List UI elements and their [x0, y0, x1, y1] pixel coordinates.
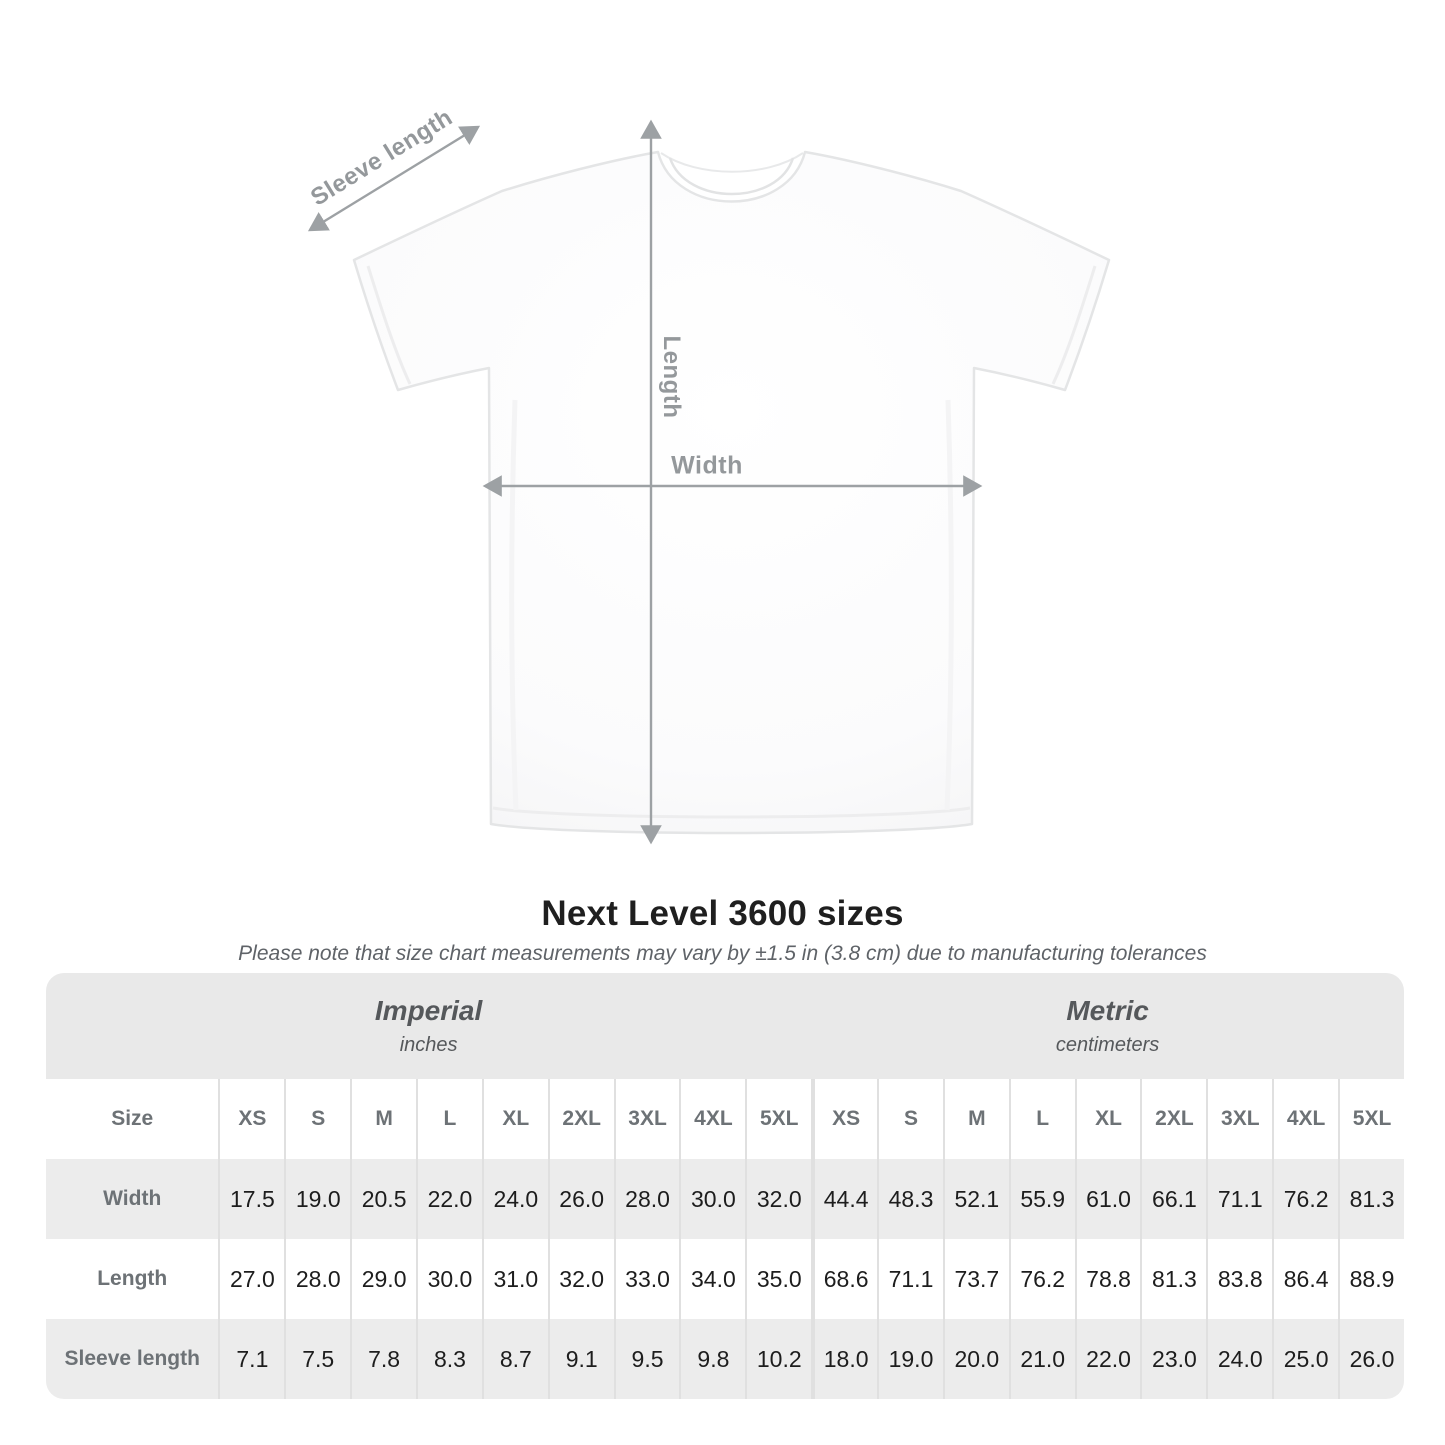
table-cell: 28.0 [614, 1159, 680, 1239]
row-label-sleeve-length: Sleeve length [46, 1319, 218, 1399]
table-cell: 34.0 [679, 1239, 745, 1319]
table-cell: 44.4 [811, 1159, 877, 1239]
table-cell: 20.0 [943, 1319, 1009, 1399]
table-cell: 21.0 [1009, 1319, 1075, 1399]
table-cell: 9.5 [614, 1319, 680, 1399]
table-cell: 68.6 [811, 1239, 877, 1319]
size-col-header: 4XL [679, 1079, 745, 1159]
table-cell: 55.9 [1009, 1159, 1075, 1239]
table-cell: 81.3 [1338, 1159, 1404, 1239]
width-label: Width [671, 451, 743, 480]
size-col-header: S [284, 1079, 350, 1159]
metric-label: Metric [1066, 995, 1149, 1026]
table-cell: 22.0 [1075, 1319, 1141, 1399]
table-cell: 8.7 [482, 1319, 548, 1399]
size-col-header: L [1009, 1079, 1075, 1159]
size-col-header: L [416, 1079, 482, 1159]
table-cell: 52.1 [943, 1159, 1009, 1239]
size-col-header: 3XL [614, 1079, 680, 1159]
table-cell: 88.9 [1338, 1239, 1404, 1319]
table-cell: 35.0 [745, 1239, 811, 1319]
size-col-header: XL [1075, 1079, 1141, 1159]
table-cell: 24.0 [1206, 1319, 1272, 1399]
width-row [46, 1159, 1404, 1239]
table-cell: 66.1 [1140, 1159, 1206, 1239]
size-col-header: 5XL [745, 1079, 811, 1159]
table-cell: 71.1 [877, 1239, 943, 1319]
imperial-label: Imperial [374, 995, 483, 1026]
size-col-header: 5XL [1338, 1079, 1404, 1159]
length-row [46, 1239, 1404, 1319]
row-label-length: Length [46, 1239, 218, 1319]
size-table [46, 973, 1404, 1399]
size-col-header: M [350, 1079, 416, 1159]
table-cell: 81.3 [1140, 1239, 1206, 1319]
metric-unit-label: centimeters [1055, 1034, 1160, 1056]
metric-header-cell [811, 973, 1404, 1079]
size-col-header: XL [482, 1079, 548, 1159]
table-cell: 71.1 [1206, 1159, 1272, 1239]
size-col-header: 2XL [548, 1079, 614, 1159]
size-col-header: XS [811, 1079, 877, 1159]
table-cell: 19.0 [877, 1319, 943, 1399]
size-header-row [46, 1079, 1404, 1159]
collar-band-line [670, 158, 793, 194]
length-label: Length [658, 335, 685, 419]
table-cell: 30.0 [416, 1239, 482, 1319]
imperial-unit-label: inches [399, 1034, 458, 1056]
table-cell: 10.2 [745, 1319, 811, 1399]
row-label-size: Size [46, 1079, 218, 1159]
size-col-header: M [943, 1079, 1009, 1159]
table-cell: 25.0 [1272, 1319, 1338, 1399]
table-cell: 26.0 [548, 1159, 614, 1239]
table-cell: 7.5 [284, 1319, 350, 1399]
table-cell: 18.0 [811, 1319, 877, 1399]
table-cell: 7.8 [350, 1319, 416, 1399]
table-cell: 20.5 [350, 1159, 416, 1239]
table-cell: 61.0 [1075, 1159, 1141, 1239]
table-cell: 19.0 [284, 1159, 350, 1239]
sleeve-length-row [46, 1319, 1404, 1399]
size-col-header: XS [218, 1079, 284, 1159]
table-cell: 26.0 [1338, 1319, 1404, 1399]
table-cell: 24.0 [482, 1159, 548, 1239]
size-col-header: 3XL [1206, 1079, 1272, 1159]
table-cell: 32.0 [745, 1159, 811, 1239]
table-cell: 23.0 [1140, 1319, 1206, 1399]
sleeve-length-label: Sleeve length [306, 103, 458, 212]
tshirt-outline [354, 152, 1109, 833]
table-cell: 76.2 [1272, 1159, 1338, 1239]
collar-back-line [661, 153, 803, 172]
table-cell: 7.1 [218, 1319, 284, 1399]
table-cell: 17.5 [218, 1159, 284, 1239]
table-cell: 22.0 [416, 1159, 482, 1239]
tolerance-note: Please note that size chart measurements may vary by ±1.5 in (3.8 cm) due to manufacturing tolerances [238, 942, 1207, 965]
table-cell: 78.8 [1075, 1239, 1141, 1319]
row-label-width: Width [46, 1159, 218, 1239]
table-cell: 31.0 [482, 1239, 548, 1319]
table-cell: 9.1 [548, 1319, 614, 1399]
table-cell: 33.0 [614, 1239, 680, 1319]
table-cell: 76.2 [1009, 1239, 1075, 1319]
size-table-wrapper [46, 973, 1404, 1399]
table-cell: 30.0 [679, 1159, 745, 1239]
page-title: Next Level 3600 sizes [541, 894, 904, 933]
table-cell: 83.8 [1206, 1239, 1272, 1319]
unit-header-row [46, 973, 1404, 1079]
table-cell: 32.0 [548, 1239, 614, 1319]
size-col-header: 4XL [1272, 1079, 1338, 1159]
table-cell: 29.0 [350, 1239, 416, 1319]
table-cell: 73.7 [943, 1239, 1009, 1319]
size-col-header: S [877, 1079, 943, 1159]
size-col-header: 2XL [1140, 1079, 1206, 1159]
table-cell: 27.0 [218, 1239, 284, 1319]
table-cell: 86.4 [1272, 1239, 1338, 1319]
table-cell: 9.8 [679, 1319, 745, 1399]
table-cell: 48.3 [877, 1159, 943, 1239]
imperial-header-cell [46, 973, 811, 1079]
table-cell: 8.3 [416, 1319, 482, 1399]
table-cell: 28.0 [284, 1239, 350, 1319]
